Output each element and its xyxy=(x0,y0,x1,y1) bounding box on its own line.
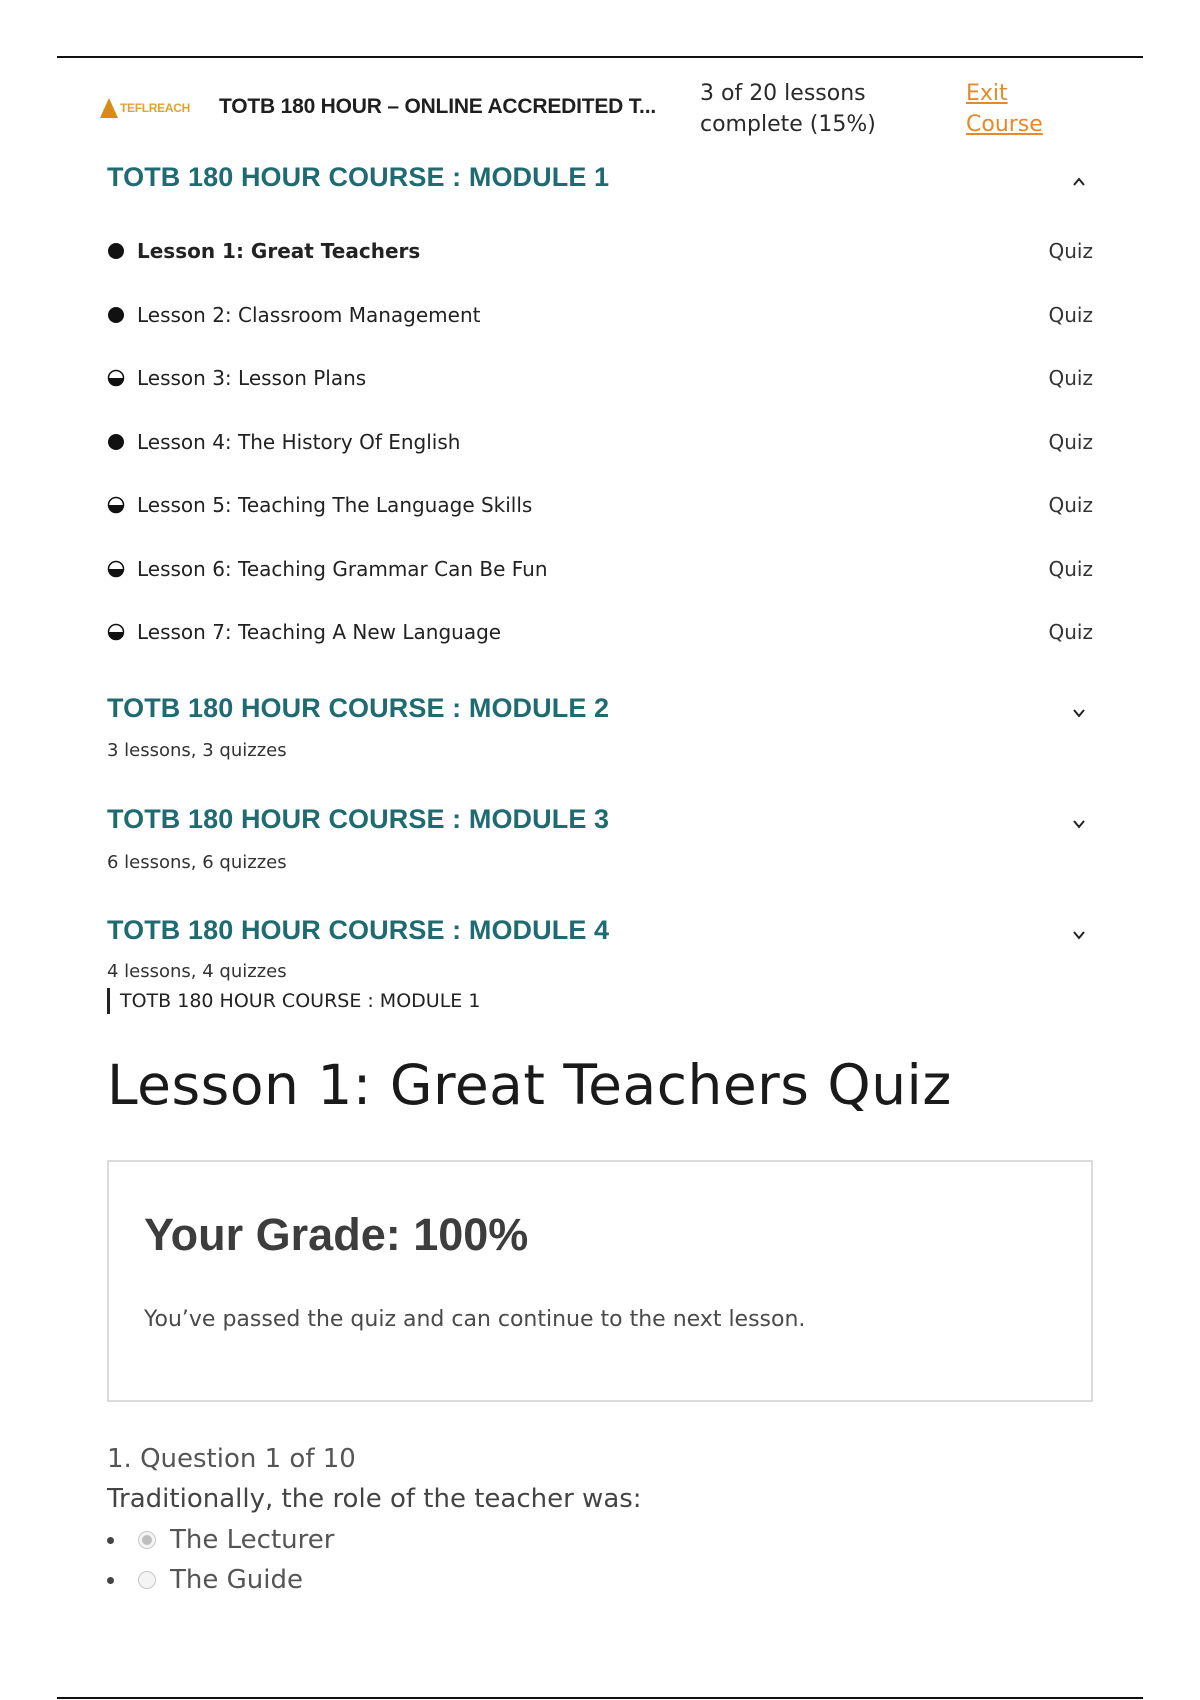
lesson-label: Lesson 2: Classroom Management xyxy=(137,302,481,327)
radio-selected-icon[interactable] xyxy=(138,1531,156,1549)
course-logo[interactable] xyxy=(100,96,204,120)
module-summary: 4 lessons, 4 quizzes xyxy=(107,961,287,982)
half-circle-icon xyxy=(107,560,125,578)
bullet-icon xyxy=(107,1537,114,1544)
lesson-label: Lesson 4: The History Of English xyxy=(137,429,461,454)
course-header xyxy=(100,78,1100,140)
bullet-icon xyxy=(107,1577,114,1584)
lesson-label: Lesson 5: Teaching The Language Skills xyxy=(137,493,533,517)
lesson-quiz-link[interactable]: Quiz xyxy=(1048,429,1093,454)
page-title: Lesson 1: Great Teachers Quiz xyxy=(107,1053,952,1117)
module-title: TOTB 180 HOUR COURSE : MODULE 3 xyxy=(107,804,610,834)
answer-list xyxy=(107,1520,334,1600)
lesson-label: Lesson 1: Great Teachers xyxy=(137,239,421,263)
answer-label: The Lecturer xyxy=(170,1525,335,1555)
exit-link-line2: Course xyxy=(966,112,1043,137)
bell-icon xyxy=(100,98,118,118)
module-summary: 6 lessons, 6 quizzes xyxy=(107,852,287,873)
lesson-quiz-link[interactable]: Quiz xyxy=(1048,302,1093,327)
exit-course-link[interactable] xyxy=(966,78,1086,140)
module-title: TOTB 180 HOUR COURSE : MODULE 1 xyxy=(107,162,610,192)
lesson-item[interactable] xyxy=(107,427,1093,457)
module-4-header[interactable] xyxy=(107,915,1093,955)
chevron-up-icon[interactable] xyxy=(1065,168,1093,196)
lesson-item[interactable] xyxy=(107,617,1093,647)
progress-count: 3 of 20 lessons xyxy=(700,81,866,106)
chevron-down-icon[interactable] xyxy=(1065,699,1093,727)
quiz-result-panel xyxy=(107,1160,1093,1402)
module-title: TOTB 180 HOUR COURSE : MODULE 4 xyxy=(107,915,610,945)
logo-text: TEFLREACH xyxy=(120,101,190,115)
course-title: TOTB 180 HOUR – ONLINE ACCREDITED T... xyxy=(219,95,656,118)
lesson-item[interactable] xyxy=(107,554,1093,584)
lesson-quiz-link[interactable]: Quiz xyxy=(1048,239,1093,263)
filled-circle-icon xyxy=(107,433,125,451)
lesson-quiz-link[interactable]: Quiz xyxy=(1048,366,1093,390)
progress-percent: complete (15%) xyxy=(700,112,876,137)
bottom-divider xyxy=(57,1697,1143,1699)
filled-circle-icon xyxy=(107,306,125,324)
top-divider xyxy=(57,56,1143,58)
chevron-down-icon[interactable] xyxy=(1065,921,1093,949)
half-circle-icon xyxy=(107,496,125,514)
module-2-header[interactable] xyxy=(107,693,1093,733)
lesson-label: Lesson 3: Lesson Plans xyxy=(137,366,367,390)
lesson-label: Lesson 6: Teaching Grammar Can Be Fun xyxy=(137,556,548,581)
half-circle-icon xyxy=(107,623,125,641)
module-title: TOTB 180 HOUR COURSE : MODULE 2 xyxy=(107,693,610,723)
quiz-result-message: You’ve passed the quiz and can continue to the next lesson. xyxy=(144,1307,806,1332)
answer-label: The Guide xyxy=(170,1565,303,1595)
module-1-header[interactable] xyxy=(107,162,1093,202)
lesson-item[interactable] xyxy=(107,363,1093,393)
course-progress xyxy=(700,78,900,140)
half-circle-icon xyxy=(107,369,125,387)
lesson-label: Lesson 7: Teaching A New Language xyxy=(137,620,502,644)
answer-option[interactable] xyxy=(107,1520,334,1560)
lesson-quiz-link[interactable]: Quiz xyxy=(1048,556,1093,581)
question-text: Traditionally, the role of the teacher was: xyxy=(107,1484,642,1514)
exit-link-line1: Exit xyxy=(966,81,1008,106)
lesson-quiz-link[interactable]: Quiz xyxy=(1048,493,1093,517)
module-summary: 3 lessons, 3 quizzes xyxy=(107,740,287,761)
lesson-quiz-link[interactable]: Quiz xyxy=(1048,620,1093,644)
question-number: 1. Question 1 of 10 xyxy=(107,1444,356,1474)
filled-circle-icon xyxy=(107,242,125,260)
lesson-item[interactable] xyxy=(107,300,1093,330)
breadcrumb[interactable]: TOTB 180 HOUR COURSE : MODULE 1 xyxy=(107,988,480,1014)
answer-option[interactable] xyxy=(107,1560,334,1600)
module-3-header[interactable] xyxy=(107,804,1093,844)
lesson-item[interactable] xyxy=(107,236,1093,266)
quiz-grade: Your Grade: 100% xyxy=(144,1209,529,1260)
chevron-down-icon[interactable] xyxy=(1065,810,1093,838)
lesson-item[interactable] xyxy=(107,490,1093,520)
radio-unselected-icon[interactable] xyxy=(138,1571,156,1589)
